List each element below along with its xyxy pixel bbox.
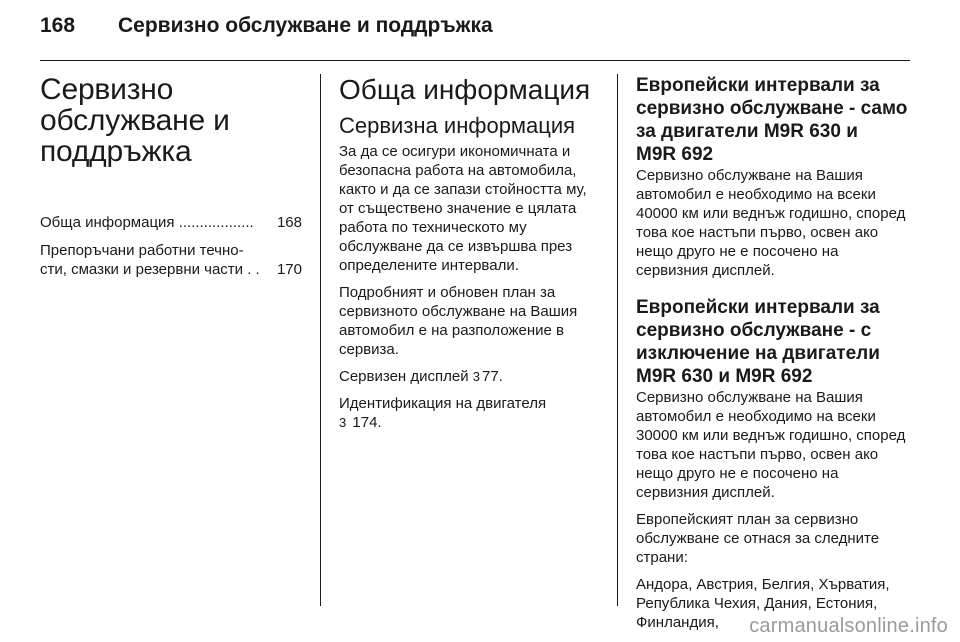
toc-entry-line: Препоръчани работни течно-	[40, 242, 244, 259]
subsection-title: Сервизна информация	[339, 113, 576, 138]
paragraph: Сервизно обслужване на Вашия автомобил е необходимо на всеки 30000 км или веднъж годишно, според това кое настъпи първо, освен ако нещо друго не е посочено на сервизния дисплей.	[636, 389, 906, 501]
heading-intervals-m9r-only	[636, 74, 910, 166]
reference-page: 174.	[352, 414, 382, 431]
chapter-title-line: поддръжка	[40, 135, 192, 168]
cross-reference-engine-id[interactable]	[339, 394, 601, 432]
middle-column	[339, 74, 601, 440]
chapter-title-line: обслужване и	[40, 104, 230, 137]
heading-line: изключение на двигатели	[636, 343, 880, 364]
toc-entry-general-info[interactable]	[40, 213, 302, 232]
heading-intervals-except-m9r	[636, 296, 910, 388]
right-column	[636, 74, 910, 640]
toc-entry-page: 170	[276, 261, 302, 278]
heading-line: M9R 692	[636, 144, 714, 165]
chapter-title	[40, 74, 302, 167]
header-rule	[40, 60, 910, 61]
watermark: carmanualsonline.info	[749, 615, 948, 637]
cross-reference-service-display[interactable]	[339, 367, 601, 386]
toc-entry-text	[40, 241, 277, 279]
page-number: 168	[40, 14, 76, 37]
heading-line: M9R 630 и M9R 692	[636, 366, 813, 387]
heading-line: сервизно обслужване - само	[636, 98, 908, 119]
paragraph: Подробният и обновен план за сервизното обслужване на Вашия автомобил е на разположение в сервиза.	[339, 284, 578, 358]
heading-line: за двигатели M9R 630 и	[636, 121, 858, 142]
column-divider-2	[617, 74, 618, 606]
toc-entry-line: сти, смазки и резервни части . .	[40, 261, 260, 278]
paragraph: За да се осигури икономичната и безопасна работа на автомобила, както и да се запази стойността му, от съществено значение е цялата работа по техническото му обслужване да се извършва през определените интервали.	[339, 143, 587, 274]
section-title: Обща информация	[339, 74, 591, 105]
toc-entry-page: 168	[276, 214, 302, 231]
paragraph: Европейският план за сервизно обслужване се отнася за следните страни:	[636, 511, 880, 566]
chapter-title-line: Сервизно	[40, 73, 174, 106]
paragraph: Сервизно обслужване на Вашия автомобил е необходимо на всеки 40000 км или веднъж годишно, според това кое настъпи първо, освен ако нещо друго не е посочено на сервизния дисплей.	[636, 167, 906, 279]
paragraph: Андора, Австрия, Белгия, Хърватия, Република Чехия, Дания, Естония, Финландия,	[636, 576, 890, 631]
heading-line: Европейски интервали за	[636, 75, 880, 96]
page-header	[40, 14, 910, 46]
toc-entry-fluids[interactable]	[40, 241, 302, 279]
page-reference-icon: 3	[472, 369, 481, 384]
running-title: Сервизно обслужване и поддръжка	[118, 14, 493, 37]
heading-line: Европейски интервали за	[636, 297, 880, 318]
reference-text: Идентификация на двигателя	[339, 395, 547, 412]
heading-line: сервизно обслужване - с	[636, 320, 872, 341]
left-column	[40, 74, 302, 288]
reference-page: 77.	[482, 368, 503, 385]
reference-text: Сервизен дисплей	[339, 368, 469, 385]
toc-entry-text: Обща информация ..................	[40, 214, 254, 231]
column-divider-1	[320, 74, 321, 606]
page-reference-icon: 3	[339, 415, 347, 430]
